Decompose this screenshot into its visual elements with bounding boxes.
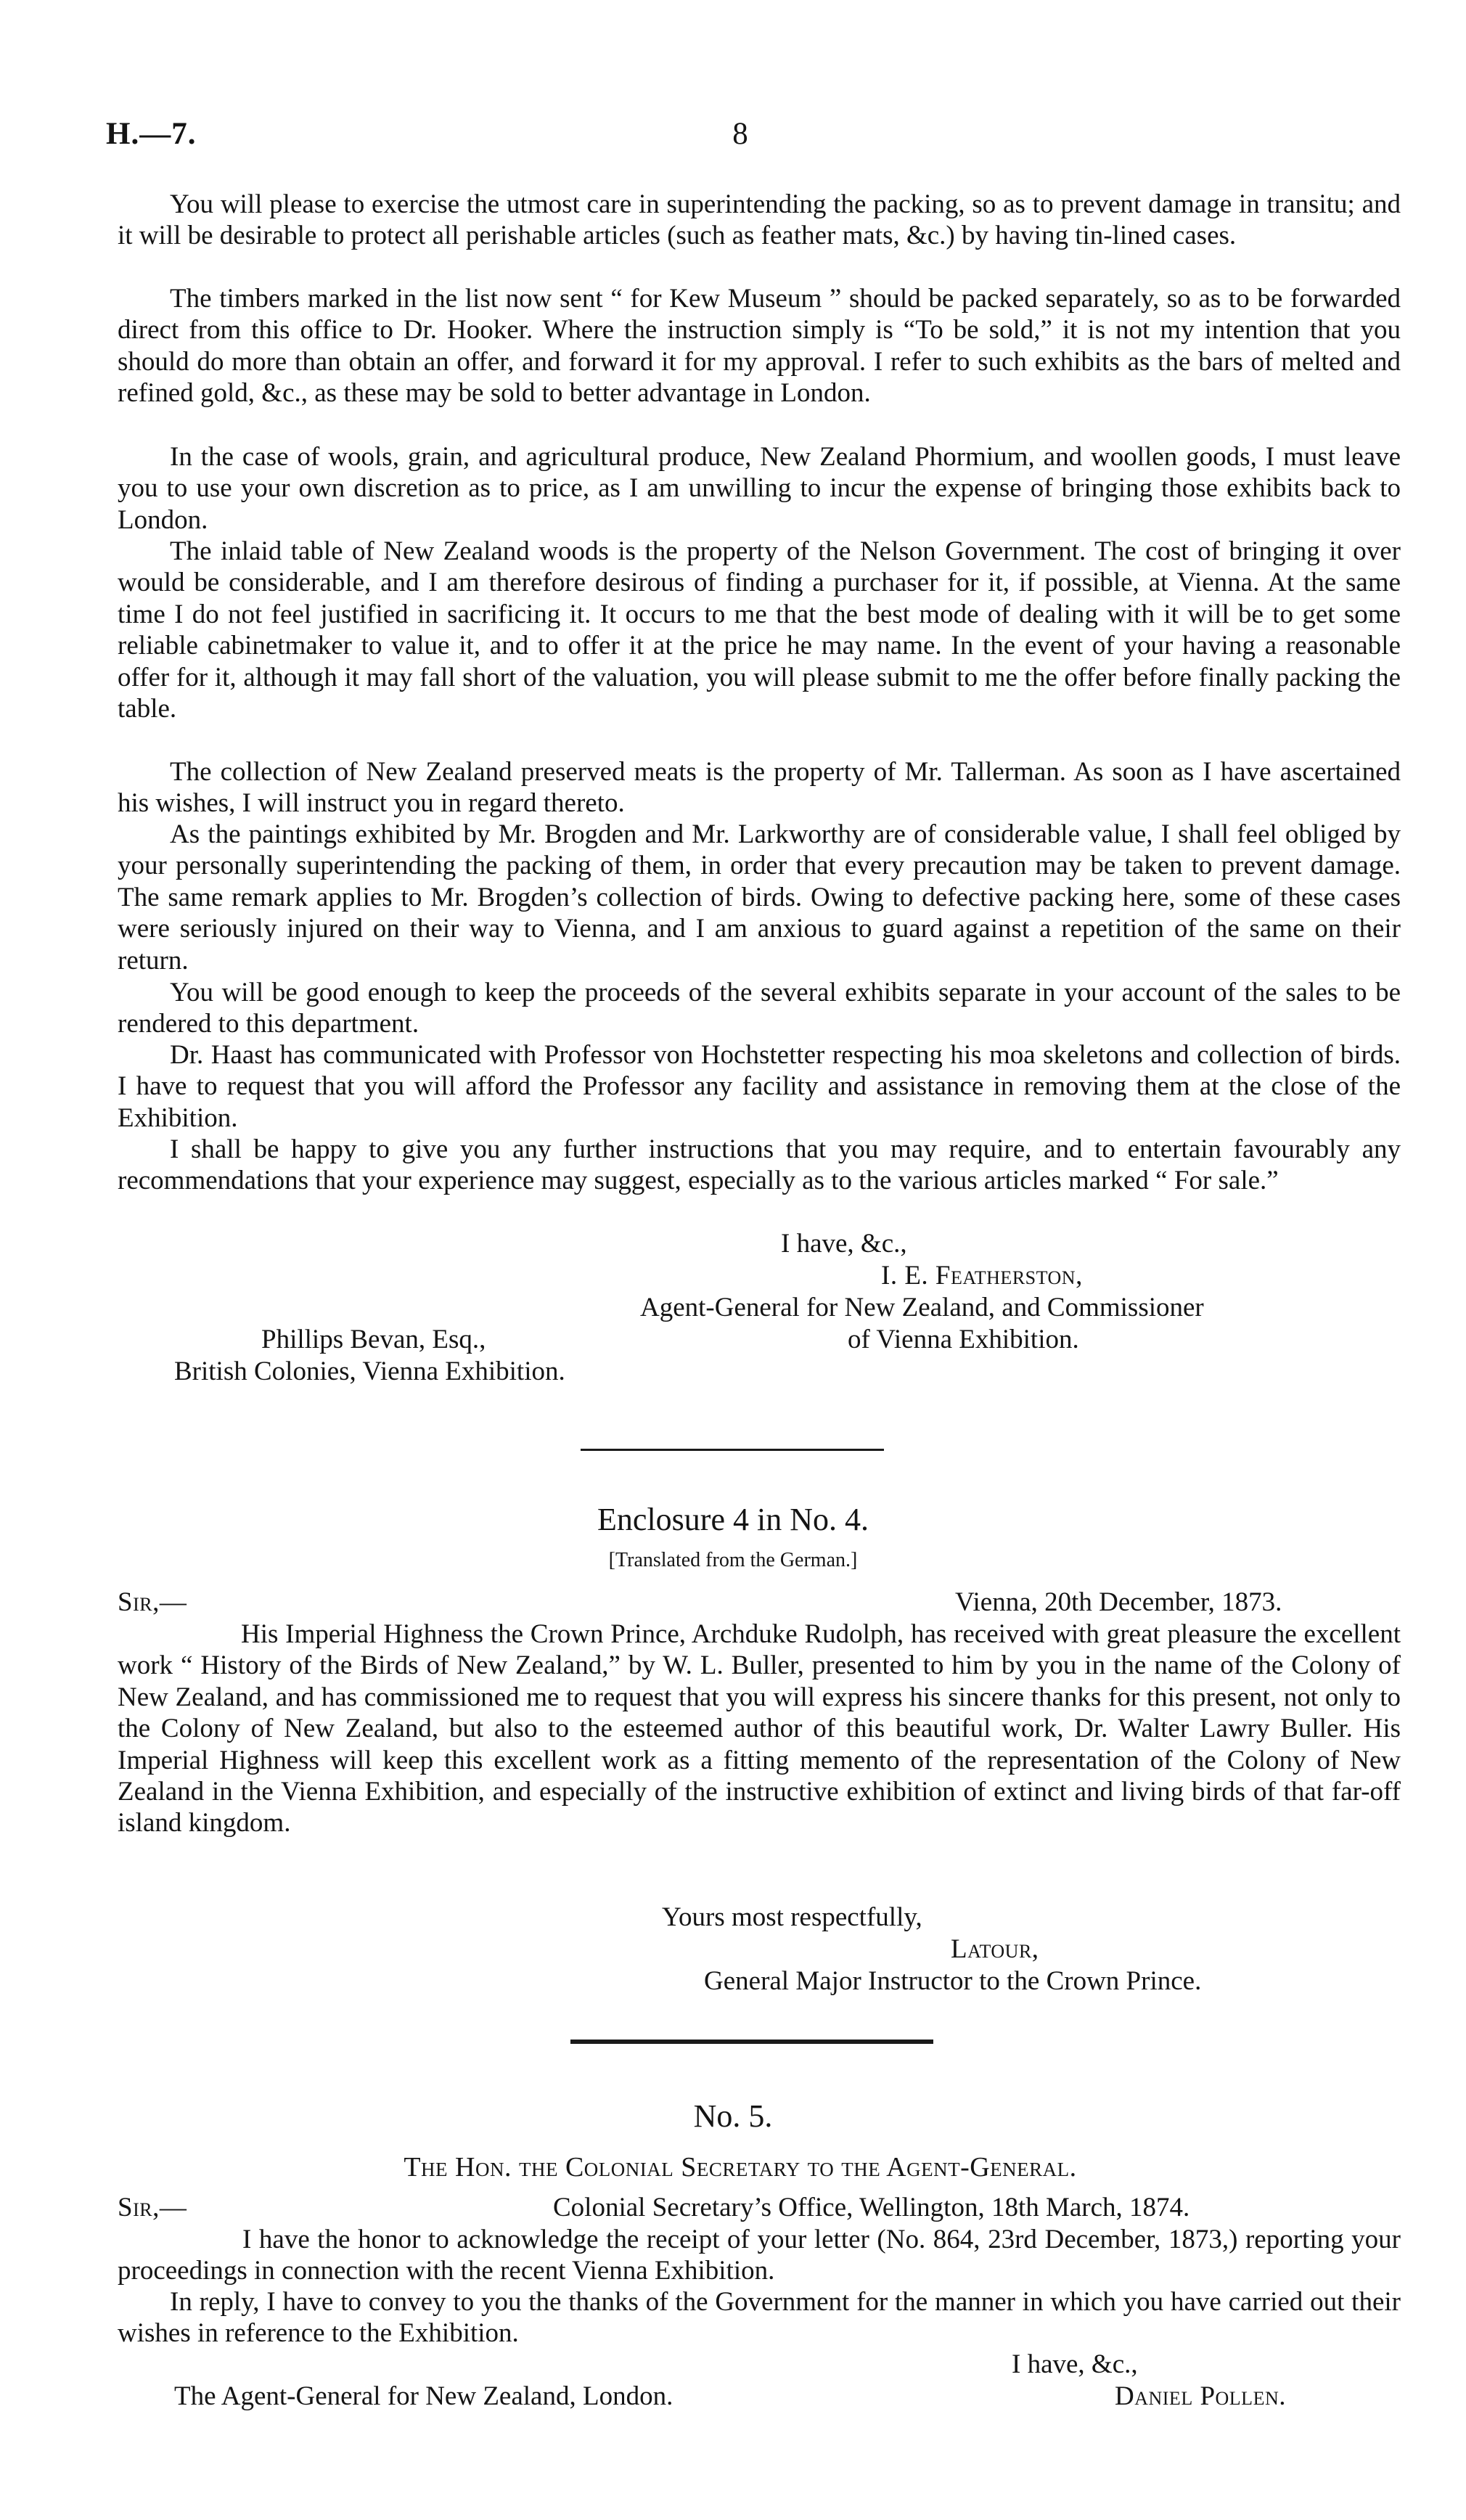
no5-signatory: Daniel Pollen. — [1115, 2381, 1286, 2411]
letter-paragraph: As the paintings exhibited by Mr. Brogden and Mr. Larkworthy are of considerable value, I shall feel obliged by your personally superintending the packing of them, in order that every precaution may be taken to prevent damage. The same remark applies to Mr. Brogden’s collection of birds. Owing to defective packing here, some of these cases were seriously injured on their way to Vienna, and I am anxious to guard against a repetition of the same on their return. — [118, 819, 1401, 975]
letter-paragraph: The collection of New Zealand preserved meats is the property of Mr. Tallerman. As soon as I have ascertained his wishes, I will instruct you in regard thereto. — [118, 757, 1401, 819]
translation-note: [Translated from the German.] — [608, 1549, 858, 1571]
letter-paragraph: You will please to exercise the utmost care in superintending the packing, so as to prevent damage in transitu; and it will be desirable to protect all perishable articles (such as feather mats, &c.) by having tin-lined cases. — [118, 189, 1401, 251]
page-number: 8 — [732, 117, 748, 151]
place-date: Colonial Secretary’s Office, Wellington, 18th March, 1874. — [553, 2193, 1190, 2222]
enclosure-signatory: Latour, — [951, 1934, 1039, 1964]
letter-paragraph: Dr. Haast has communicated with Professor von Hochstetter respecting his moa skeletons and collection of birds. I have to request that you will afford the Professor any facility and assistance in removing them at the close of the Exhibition. — [118, 1040, 1401, 1133]
enclosure-heading: Enclosure 4 in No. 4. — [597, 1502, 869, 1537]
letter-closing: I have, &c., — [781, 1229, 907, 1259]
letter-signatory-title: of Vienna Exhibition. — [848, 1325, 1079, 1354]
document-number-heading: No. 5. — [693, 2098, 773, 2134]
document-reference: H.—7. — [106, 117, 197, 151]
enclosure-closing: Yours most respectfully, — [662, 1902, 922, 1932]
document-subheading: The Hon. the Colonial Secretary to the Agent-General. — [404, 2152, 1077, 2182]
salutation: Sir,— — [118, 1587, 187, 1617]
letter-addressee: British Colonies, Vienna Exhibition. — [174, 1357, 565, 1386]
no5-closing: I have, &c., — [1012, 2349, 1138, 2379]
letter-paragraph: You will be good enough to keep the proceeds of the several exhibits separate in your account of the sales to be rendered to this department. — [118, 978, 1401, 1039]
letter-paragraph: In the case of wools, grain, and agricultural produce, New Zealand Phormium, and woollen goods, I must leave you to use your own discretion as to price, as I am unwilling to incur the expense of bringing those exhibits back to London. — [118, 442, 1401, 535]
no5-paragraph: In reply, I have to convey to you the thanks of the Government for the manner in which you have carried out their wishes in reference to the Exhibition. — [118, 2287, 1401, 2349]
place-date: Vienna, 20th December, 1873. — [955, 1587, 1282, 1617]
section-divider — [581, 1449, 884, 1451]
letter-addressee: Phillips Bevan, Esq., — [261, 1325, 486, 1354]
letter-paragraph: The inlaid table of New Zealand woods is the property of the Nelson Government. The cost of bringing it over would be considerable, and I am therefore desirous of finding a purchaser for it, if possible, at Vienna. At the same time I do not feel justified in sacrificing it. It occurs to me that the best mode of dealing with it will be to get some reliable cabinetmaker to value it, and to offer it at the price he may name. In the event of your having a reasonable offer for it, although it may fall short of the valuation, you will please submit to me the offer before finally packing the table. — [118, 536, 1401, 724]
letter-signatory: I. E. Featherston, — [881, 1261, 1083, 1290]
no5-paragraph: I have the honor to acknowledge the receipt of your letter (No. 864, 23rd December, 1873,) reporting your proceedings in connection with the recent Vienna Exhibition. — [118, 2225, 1401, 2286]
letter-signatory-title: Agent-General for New Zealand, and Commissioner — [640, 1293, 1204, 1322]
letter-paragraph: I shall be happy to give you any further instructions that you may require, and to entertain favourably any recommendations that your experience may suggest, especially as to the various articles marked “ For sale.” — [118, 1134, 1401, 1196]
letter-paragraph: The timbers marked in the list now sent “ for Kew Museum ” should be packed separately, so as to be forwarded direct from this office to Dr. Hooker. Where the instruction simply is “To be sold,” it is not my intention that you should do more than obtain an offer, and forward it for my approval. I refer to such exhibits as the bars of melted and refined gold, &c., as these may be sold to better advantage in London. — [118, 284, 1401, 409]
enclosure-signatory-title: General Major Instructor to the Crown Prince. — [704, 1966, 1202, 1996]
enclosure-body: His Imperial Highness the Crown Prince, Archduke Rudolph, has received with great pleasure the excellent work “ History of the Birds of New Zealand,” by W. L. Buller, presented to him by you in the name of the Colony of New Zealand, and has commissioned me to request that you will express his sincere thanks for this present, not only to the Colony of New Zealand, but also to the esteemed author of this beautiful work, Dr. Walter Lawry Buller. His Imperial Highness will keep this excellent work as a fitting memento of the representation of the Colony of New Zealand in the Vienna Exhibition, and especially of the instructive exhibition of extinct and living birds of that far-off island kingdom. — [118, 1619, 1401, 1838]
salutation: Sir,— — [118, 2193, 187, 2222]
section-divider — [570, 2040, 933, 2044]
no5-addressee: The Agent-General for New Zealand, London. — [174, 2381, 673, 2411]
